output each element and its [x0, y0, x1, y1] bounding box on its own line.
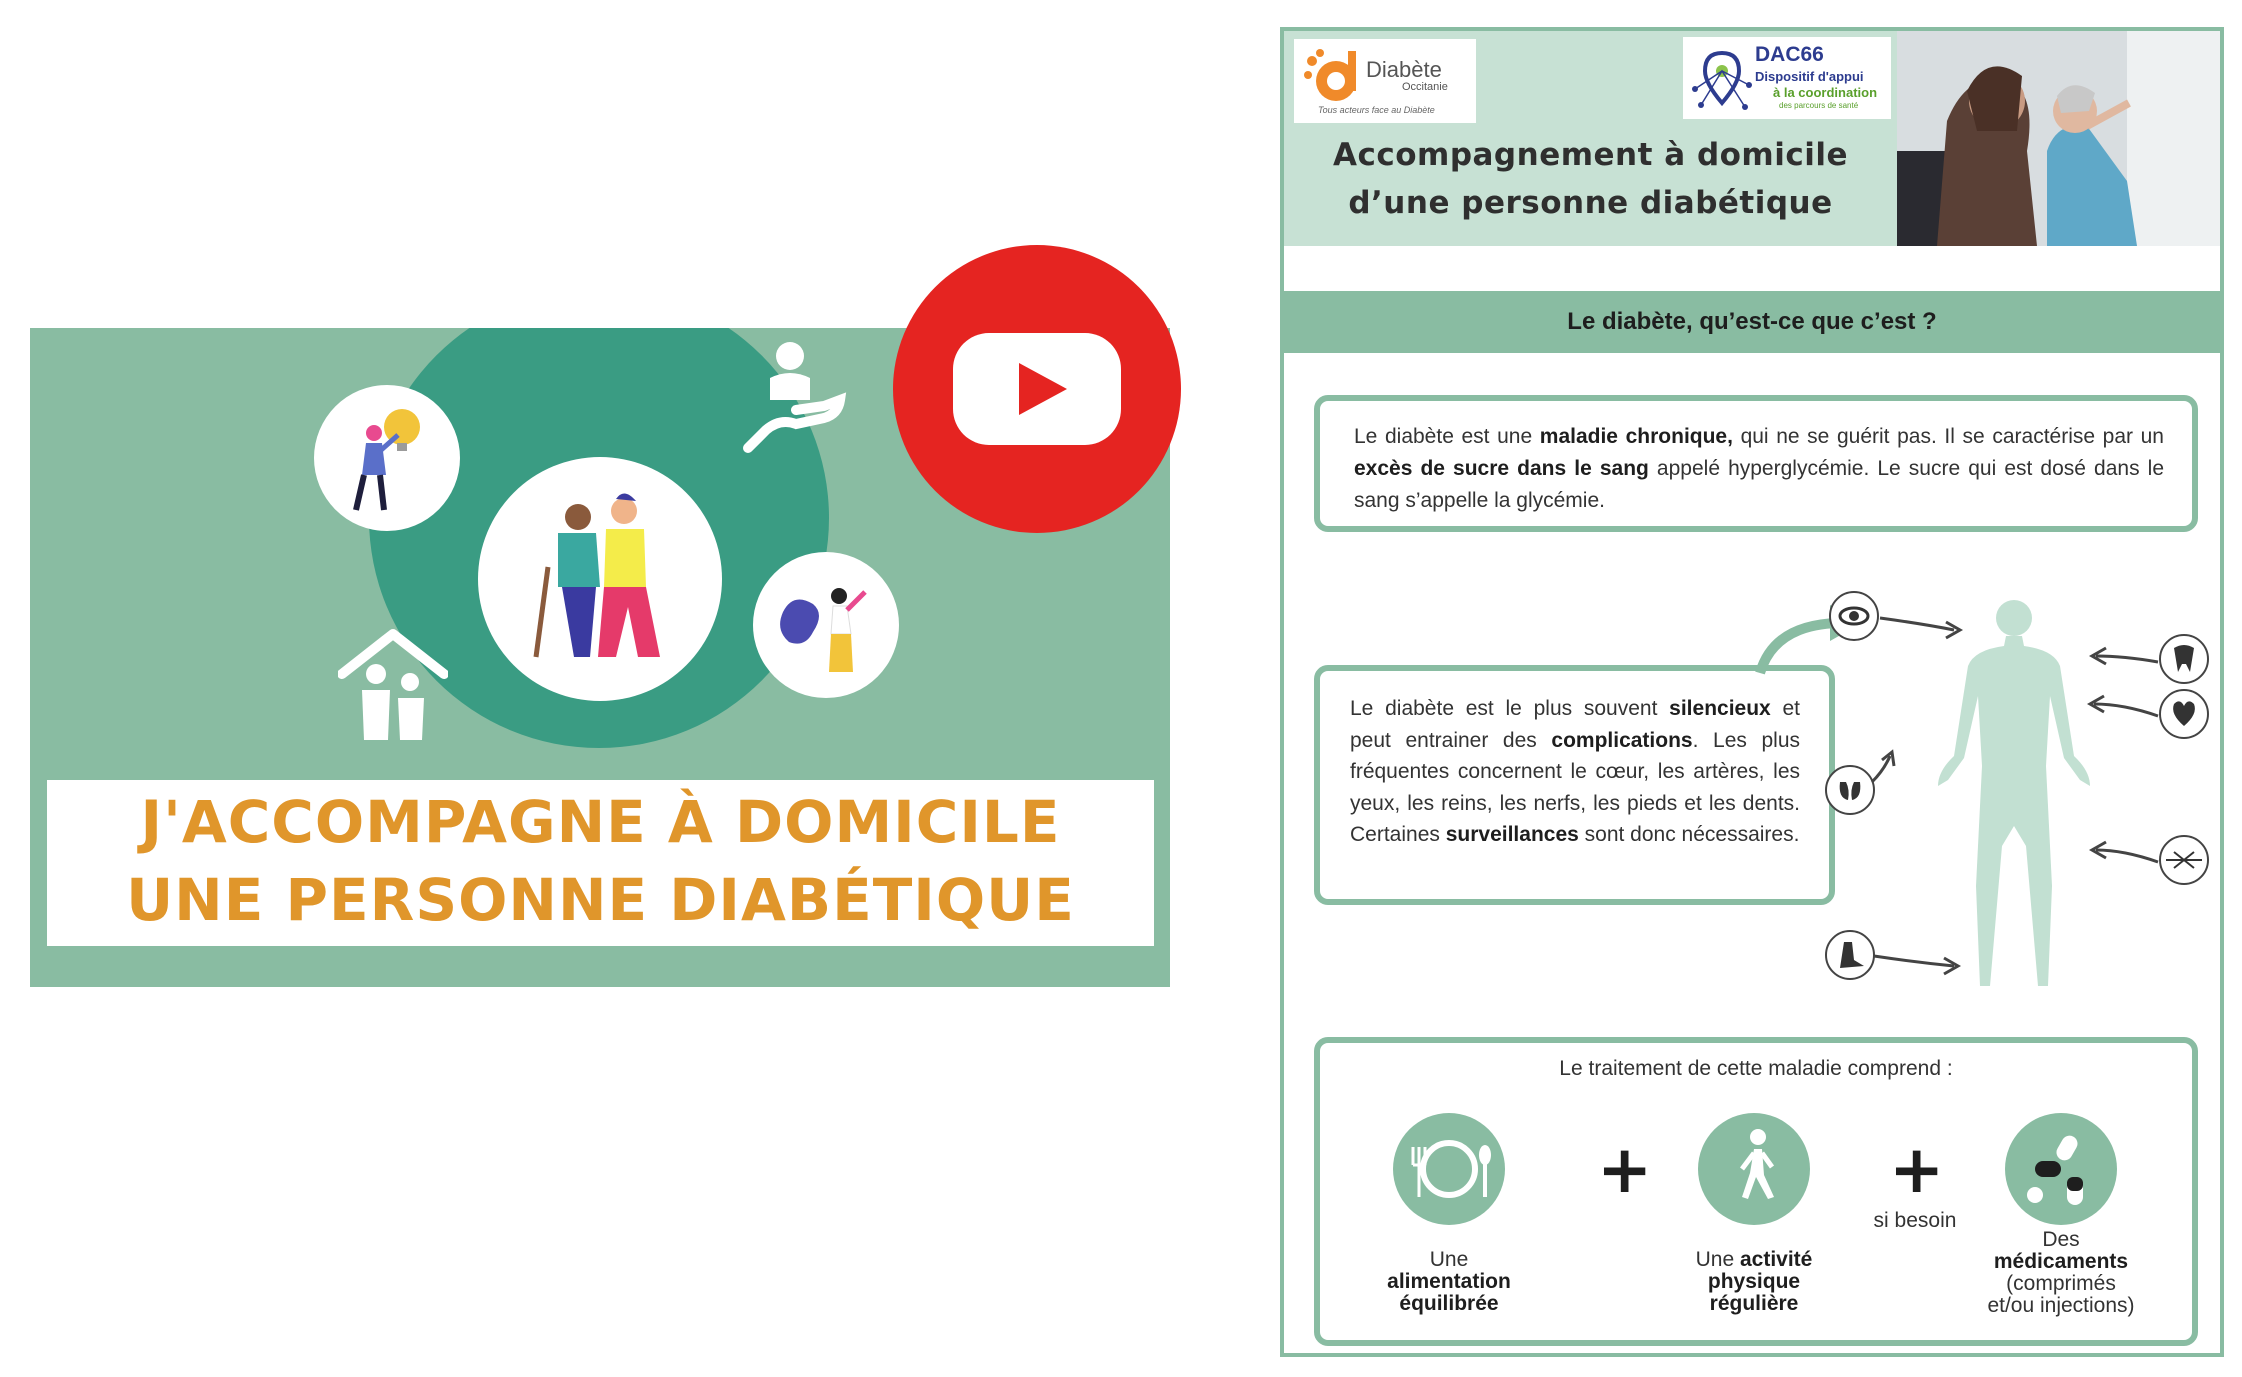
- human-body-figure: [1938, 600, 2090, 986]
- pills-icon: [2005, 1113, 2117, 1225]
- plus-sign: +: [1889, 1131, 1945, 1208]
- definition-text-part: appelé hyperglycémie. Le sucre qui est dosé dans le sang s’appelle la glycémie.: [1354, 457, 2164, 512]
- plus-sign: +: [1597, 1131, 1653, 1208]
- home-family-icon: [338, 628, 448, 742]
- activity-label-bold: régulière: [1709, 1292, 1799, 1315]
- diabete-logo-icon: [1302, 47, 1360, 105]
- nutrition-label-bold: alimentation: [1387, 1270, 1511, 1293]
- poster-header: [1284, 31, 1897, 246]
- dac-logo-icon: [1689, 45, 1755, 113]
- plate-cutlery-icon: [1393, 1113, 1505, 1225]
- activity-label-bold: activité: [1739, 1248, 1813, 1271]
- dac-logo-name: DAC66: [1755, 43, 1824, 66]
- poster-title-line-2: d’une personne diabétique: [1348, 185, 1833, 221]
- medication-label-line: et/ou injections): [1987, 1294, 2135, 1317]
- walking-person-icon: [1698, 1113, 1810, 1225]
- poster-title: [1284, 131, 1897, 227]
- treatment-heading: Le traitement de cette maladie comprend :: [1559, 1057, 1953, 1080]
- complications-text-part: et peut entrainer des: [1350, 697, 1800, 752]
- logo-diabete-occitanie: [1294, 39, 1476, 123]
- poster-title-line-1: Accompagnement à domicile: [1332, 137, 1849, 173]
- section-header: [1284, 291, 2220, 353]
- thumbnail-title-line-1: J'ACCOMPAGNE À DOMICILE: [140, 788, 1061, 856]
- body-complications-diagram: [1814, 586, 2214, 1006]
- treatment-box: [1314, 1037, 2198, 1346]
- diabete-logo-name: Diabète: [1366, 57, 1442, 82]
- complications-text: [1350, 693, 1800, 851]
- nutrition-circle: [1393, 1113, 1505, 1225]
- nutrition-label-line: Une: [1429, 1248, 1469, 1271]
- if-needed-label: si besoin: [1873, 1209, 1957, 1232]
- brain-person-icon: [753, 552, 899, 698]
- complications-box: [1314, 665, 1835, 905]
- diabete-logo-tagline: Tous acteurs face au Diabète: [1318, 105, 1435, 115]
- caregiver-hand-icon: [740, 338, 850, 458]
- medication-circle: [2005, 1113, 2117, 1225]
- youtube-play-button[interactable]: [893, 245, 1181, 533]
- definition-bold-chronic: maladie chronique,: [1539, 425, 1733, 448]
- dac-logo-line2: à la coordination: [1773, 85, 1878, 100]
- complications-bold-complications: complications: [1551, 728, 1693, 752]
- definition-text-part: Le diabète est une: [1354, 425, 1540, 448]
- activity-circle: [1698, 1113, 1810, 1225]
- caregiver-photo: [1897, 31, 2220, 246]
- section-title: Le diabète, qu’est-ce que c’est ?: [1567, 308, 1937, 335]
- thumbnail-title-box: [47, 780, 1154, 946]
- info-poster: [1280, 27, 2224, 1357]
- complications-text-part: . Les plus fréquentes concernent le cœur, les artères, les yeux, les reins, les nerfs, les pieds et les dents. Certaines: [1350, 728, 1800, 846]
- dac-logo-line1: Dispositif d'appui: [1755, 69, 1864, 84]
- logo-dac66: [1683, 37, 1891, 119]
- thumbnail-title-line-2: UNE PERSONNE DIABÉTIQUE: [126, 866, 1075, 934]
- complications-text-part: sont donc nécessaires.: [1578, 823, 1800, 846]
- elderly-couple-icon: [478, 457, 722, 701]
- idea-person-icon: [314, 385, 460, 531]
- medication-label-line: Des: [2042, 1228, 2080, 1251]
- activity-label-line: Une: [1695, 1248, 1740, 1271]
- medication-label-line: (comprimés: [2006, 1272, 2116, 1295]
- activity-label: [1644, 1249, 1864, 1315]
- activity-label-bold: physique: [1707, 1270, 1801, 1293]
- medication-label-bold: médicaments: [1993, 1250, 2129, 1273]
- kidney-icon: [1826, 766, 1874, 814]
- nutrition-label: [1339, 1249, 1559, 1315]
- medication-label: [1951, 1229, 2171, 1317]
- definition-bold-sugar: excès de sucre dans le sang: [1354, 457, 1649, 480]
- definition-box: [1314, 395, 2198, 532]
- complications-text-part: Le diabète est le plus souvent: [1350, 697, 1670, 720]
- diabete-logo-region: Occitanie: [1402, 81, 1448, 93]
- dac-logo-line3: des parcours de santé: [1779, 101, 1859, 110]
- complications-bold-silent: silencieux: [1669, 697, 1771, 720]
- definition-text: [1354, 421, 2164, 517]
- complications-bold-monitoring: surveillances: [1445, 823, 1579, 846]
- definition-text-part: qui ne se guérit pas. Il se caractérise par un: [1732, 425, 2164, 448]
- nutrition-label-bold: équilibrée: [1399, 1292, 1499, 1315]
